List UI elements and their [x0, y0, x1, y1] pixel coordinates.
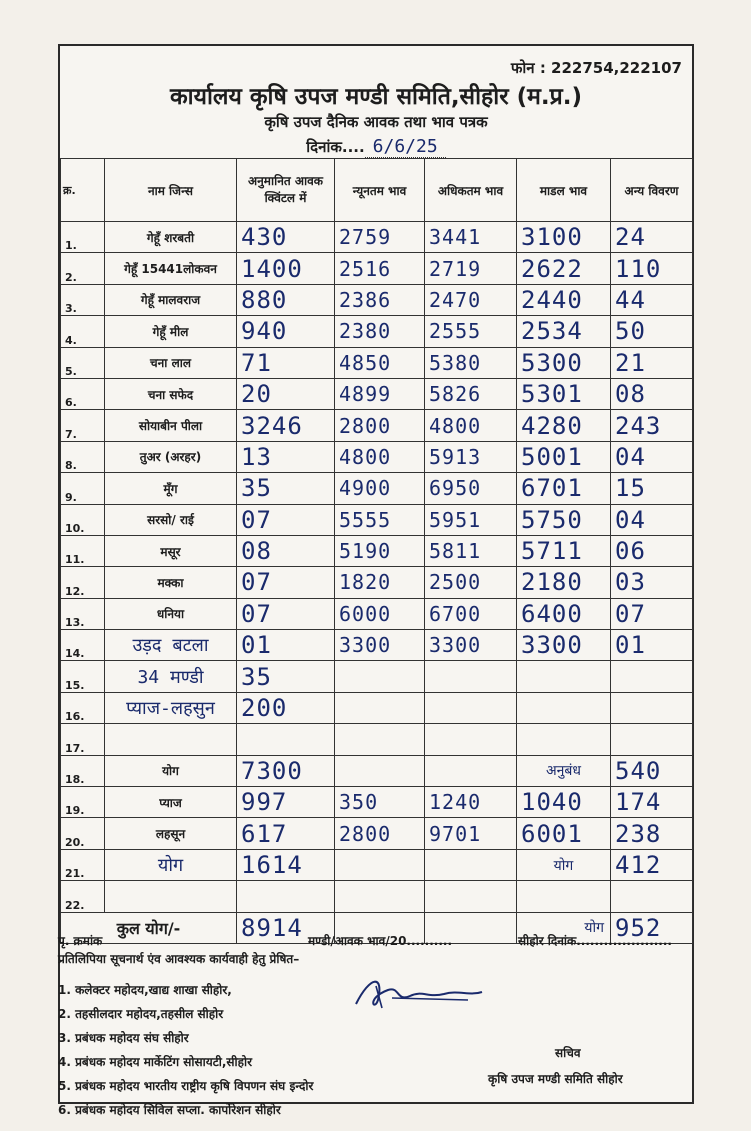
total-model-note-cell: योग [517, 912, 611, 943]
list-item: 2. तहसीलदार महोदय,तहसील सीहोर [58, 1007, 224, 1021]
model-price-cell [517, 692, 611, 723]
arrival-cell: 07 [237, 567, 335, 598]
header-other: अन्य विवरण [611, 159, 693, 222]
serial-number-cell: 18. [61, 755, 105, 786]
arrival-cell: 200 [237, 692, 335, 723]
max-price-cell: 2500 [425, 567, 517, 598]
min-price-cell [335, 661, 425, 692]
serial-number-cell: 2. [61, 253, 105, 284]
arrival-cell: 71 [237, 347, 335, 378]
commodity-name-cell: सोयाबीन पीला [105, 410, 237, 441]
total-arrival-cell: 8914 [237, 912, 335, 943]
max-price-cell [425, 881, 517, 912]
committee-label: कृषि उपज मण्डी समिति सीहोर [488, 1072, 623, 1086]
model-price-cell: 6001 [517, 818, 611, 849]
table-row [61, 410, 693, 441]
other-cell: 04 [611, 441, 693, 472]
table-header-row [61, 159, 693, 222]
table-row [61, 535, 693, 566]
header-sn: क्र. [61, 159, 105, 222]
max-price-cell: 5951 [425, 504, 517, 535]
min-price-cell: 5190 [335, 535, 425, 566]
other-cell [611, 881, 693, 912]
other-cell [611, 661, 693, 692]
header-model-price: माडल भाव [517, 159, 611, 222]
other-cell: 24 [611, 222, 693, 253]
commodity-name-cell: गेहूँ मील [105, 316, 237, 347]
commodity-name-cell: तुअर (अरहर) [105, 441, 237, 472]
max-price-cell: 6950 [425, 473, 517, 504]
arrival-cell: 01 [237, 630, 335, 661]
table-row [61, 567, 693, 598]
table-row [61, 755, 693, 786]
model-price-cell [517, 881, 611, 912]
arrival-cell: 7300 [237, 755, 335, 786]
serial-number-cell: 20. [61, 818, 105, 849]
other-cell [611, 692, 693, 723]
commodity-name-cell [105, 724, 237, 755]
commodity-name-cell: योग [105, 849, 237, 880]
office-title: कार्यालय कृषि उपज मण्डी समिति,सीहोर (म.प्र.) [170, 84, 582, 110]
other-cell: 412 [611, 849, 693, 880]
min-price-cell [335, 724, 425, 755]
min-price-cell: 2800 [335, 818, 425, 849]
total-label-cell: कुल योग/- [61, 912, 237, 943]
serial-number-cell: 1. [61, 222, 105, 253]
recipient-list [58, 978, 313, 1122]
model-price-cell: 3100 [517, 222, 611, 253]
table-row [61, 473, 693, 504]
table-row [61, 724, 693, 755]
max-price-cell: 1240 [425, 787, 517, 818]
model-price-cell: 3300 [517, 630, 611, 661]
arrival-cell: 1400 [237, 253, 335, 284]
commodity-name-cell: उड़द बटला [105, 630, 237, 661]
commodity-name-cell: चना सफेद [105, 378, 237, 409]
commodity-name-cell: प्याज-लहसुन [105, 692, 237, 723]
commodity-name-cell: मसूर [105, 535, 237, 566]
secretary-label: सचिव [555, 1046, 581, 1060]
serial-number-cell: 3. [61, 284, 105, 315]
min-price-cell: 1820 [335, 567, 425, 598]
other-cell: 03 [611, 567, 693, 598]
arrival-cell: 07 [237, 504, 335, 535]
arrival-cell: 940 [237, 316, 335, 347]
serial-number-cell: 9. [61, 473, 105, 504]
serial-number-cell: 5. [61, 347, 105, 378]
reference-number: पृ. क्रमांक [58, 934, 103, 948]
max-price-cell: 6700 [425, 598, 517, 629]
max-price-cell [425, 755, 517, 786]
min-price-cell [335, 692, 425, 723]
commodity-name-cell: लहसून [105, 818, 237, 849]
arrival-cell: 13 [237, 441, 335, 472]
min-price-cell: 2759 [335, 222, 425, 253]
arrival-cell: 20 [237, 378, 335, 409]
max-price-cell [425, 724, 517, 755]
serial-number-cell: 16. [61, 692, 105, 723]
serial-number-cell: 10. [61, 504, 105, 535]
min-price-cell [335, 881, 425, 912]
table-row [61, 881, 693, 912]
other-cell: 21 [611, 347, 693, 378]
table-row [61, 598, 693, 629]
other-cell: 08 [611, 378, 693, 409]
arrival-cell: 1614 [237, 849, 335, 880]
table-row [61, 347, 693, 378]
min-price-cell [335, 755, 425, 786]
max-price-cell [425, 849, 517, 880]
max-price-cell: 2470 [425, 284, 517, 315]
min-price-cell: 6000 [335, 598, 425, 629]
serial-number-cell: 17. [61, 724, 105, 755]
model-price-cell: 2534 [517, 316, 611, 347]
table-row [61, 253, 693, 284]
min-price-cell: 2800 [335, 410, 425, 441]
arrival-cell: 07 [237, 598, 335, 629]
phone-numbers: फोन : 222754,222107 [510, 59, 682, 77]
table-row [61, 849, 693, 880]
commodity-name-cell: मूँग [105, 473, 237, 504]
list-item: 6. प्रबंधक महोदय सिविल सप्ला. कार्पोरेशन सीहोर [58, 1103, 281, 1117]
model-price-cell: 2440 [517, 284, 611, 315]
model-price-cell: 6400 [517, 598, 611, 629]
commodity-name-cell: मक्का [105, 567, 237, 598]
serial-number-cell: 15. [61, 661, 105, 692]
commodity-name-cell: गेहूँ 15441लोकवन [105, 253, 237, 284]
arrival-cell: 880 [237, 284, 335, 315]
commodity-name-cell: 34 मण्डी [105, 661, 237, 692]
arrival-cell: 35 [237, 661, 335, 692]
commodity-name-cell: चना लाल [105, 347, 237, 378]
min-price-cell [335, 849, 425, 880]
serial-number-cell: 6. [61, 378, 105, 409]
other-cell: 07 [611, 598, 693, 629]
model-price-cell: 5301 [517, 378, 611, 409]
min-price-cell: 2386 [335, 284, 425, 315]
other-cell: 243 [611, 410, 693, 441]
table-row [61, 284, 693, 315]
header-arrival: अनुमानित आवक क्विंटल में [237, 159, 335, 222]
list-item: 1. कलेक्टर महोदय,खाद्य शाखा सीहोर, [58, 983, 232, 997]
model-price-cell [517, 724, 611, 755]
max-price-cell: 9701 [425, 818, 517, 849]
other-cell: 238 [611, 818, 693, 849]
arrival-price-table [60, 158, 693, 944]
date-label: दिनांक.... [306, 138, 365, 156]
model-price-cell: 4280 [517, 410, 611, 441]
list-item: 3. प्रबंधक महोदय संघ सीहोर [58, 1031, 189, 1045]
commodity-name-cell: प्याज [105, 787, 237, 818]
serial-number-cell: 19. [61, 787, 105, 818]
serial-number-cell: 21. [61, 849, 105, 880]
commodity-name-cell: गेहूँ मालवराज [105, 284, 237, 315]
city-date: सीहोर दिनांक..................... [518, 934, 672, 948]
arrival-cell: 35 [237, 473, 335, 504]
other-cell: 06 [611, 535, 693, 566]
max-price-cell: 5826 [425, 378, 517, 409]
list-item: 4. प्रबंधक महोदय मार्केटिंग सोसायटी,सीहोर [58, 1055, 253, 1069]
serial-number-cell: 7. [61, 410, 105, 441]
model-price-cell: अनुबंध [517, 755, 611, 786]
min-price-cell: 2380 [335, 316, 425, 347]
max-price-cell: 3441 [425, 222, 517, 253]
min-price-cell: 3300 [335, 630, 425, 661]
other-cell: 01 [611, 630, 693, 661]
model-price-cell [517, 661, 611, 692]
min-price-cell: 4899 [335, 378, 425, 409]
table-row [61, 222, 693, 253]
model-price-cell: 5750 [517, 504, 611, 535]
table-row [61, 441, 693, 472]
model-price-cell: 5711 [517, 535, 611, 566]
max-price-cell [425, 661, 517, 692]
min-price-cell: 4850 [335, 347, 425, 378]
copy-forward-line: प्रतिलिपिया सूचनार्थ एंव आवश्यक कार्यवाही हेतु प्रेषित– [58, 952, 300, 966]
sheet-subtitle: कृषि उपज दैनिक आवक तथा भाव पत्रक [264, 113, 488, 131]
other-cell: 110 [611, 253, 693, 284]
min-price-cell: 4900 [335, 473, 425, 504]
table-row [61, 316, 693, 347]
arrival-cell: 08 [237, 535, 335, 566]
date-value: 6/6/25 [365, 136, 446, 158]
other-cell: 15 [611, 473, 693, 504]
max-price-cell: 2719 [425, 253, 517, 284]
arrival-cell: 430 [237, 222, 335, 253]
table-row [61, 630, 693, 661]
arrival-cell: 617 [237, 818, 335, 849]
list-item: 5. प्रबंधक महोदय भारतीय राष्ट्रीय कृषि विपणन संघ इन्दोर [58, 1079, 314, 1093]
commodity-name-cell: सरसो/ राई [105, 504, 237, 535]
serial-number-cell: 14. [61, 630, 105, 661]
model-price-cell: योग [517, 849, 611, 880]
max-price-cell: 5913 [425, 441, 517, 472]
header-min-price: न्यूनतम भाव [335, 159, 425, 222]
other-cell: 540 [611, 755, 693, 786]
commodity-name-cell: योग [105, 755, 237, 786]
min-price-cell: 4800 [335, 441, 425, 472]
other-cell [611, 724, 693, 755]
table-row [61, 504, 693, 535]
max-price-cell: 4800 [425, 410, 517, 441]
serial-number-cell: 8. [61, 441, 105, 472]
other-cell: 04 [611, 504, 693, 535]
other-cell: 44 [611, 284, 693, 315]
arrival-cell [237, 724, 335, 755]
model-price-cell: 5300 [517, 347, 611, 378]
arrival-cell [237, 881, 335, 912]
total-other-cell: 952 [611, 912, 693, 943]
model-price-cell: 1040 [517, 787, 611, 818]
serial-number-cell: 22. [61, 881, 105, 912]
model-price-cell: 2622 [517, 253, 611, 284]
serial-number-cell: 12. [61, 567, 105, 598]
header-max-price: अधिकतम भाव [425, 159, 517, 222]
commodity-name-cell [105, 881, 237, 912]
min-price-cell: 5555 [335, 504, 425, 535]
table-row [61, 787, 693, 818]
max-price-cell [425, 692, 517, 723]
table-row [61, 818, 693, 849]
serial-number-cell: 13. [61, 598, 105, 629]
table-row [61, 661, 693, 692]
max-price-cell: 5380 [425, 347, 517, 378]
other-cell: 174 [611, 787, 693, 818]
model-price-cell: 5001 [517, 441, 611, 472]
max-price-cell: 2555 [425, 316, 517, 347]
arrival-cell: 3246 [237, 410, 335, 441]
model-price-cell: 6701 [517, 473, 611, 504]
header-commodity: नाम जिन्स [105, 159, 237, 222]
max-price-cell: 5811 [425, 535, 517, 566]
max-price-cell: 3300 [425, 630, 517, 661]
table-row [61, 378, 693, 409]
commodity-name-cell: धनिया [105, 598, 237, 629]
serial-number-cell: 4. [61, 316, 105, 347]
date-row [60, 136, 692, 157]
signature-icon [348, 968, 488, 1018]
model-price-cell: 2180 [517, 567, 611, 598]
commodity-name-cell: गेहूँ शरबती [105, 222, 237, 253]
arrival-cell: 997 [237, 787, 335, 818]
min-price-cell: 2516 [335, 253, 425, 284]
table-row [61, 692, 693, 723]
serial-number-cell: 11. [61, 535, 105, 566]
min-price-cell: 350 [335, 787, 425, 818]
mandi-reference: मण्डी/आवक भाव/20.......... [308, 934, 453, 948]
other-cell: 50 [611, 316, 693, 347]
